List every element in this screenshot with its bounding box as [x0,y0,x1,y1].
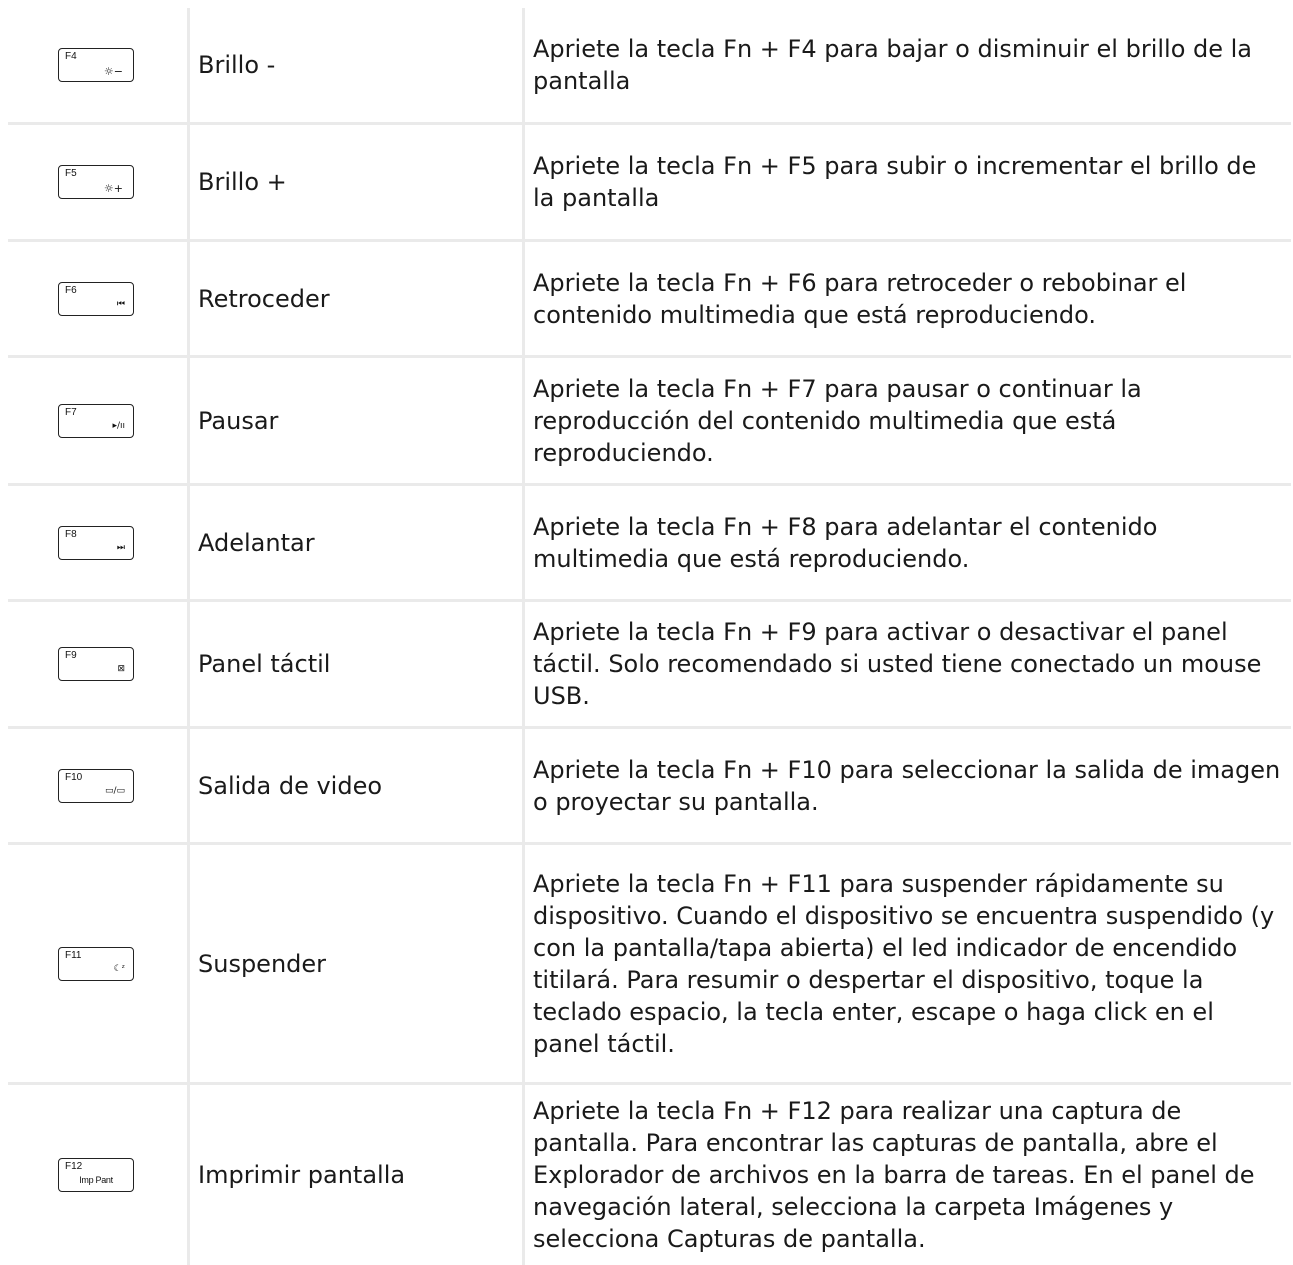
f10-key-icon [58,769,134,803]
function-description: Apriete la tecla Fn + F11 para suspender rápidamente su dispositivo. Cuando el dispositivo se encuentra suspendido (y con la pantalla/tapa abierta) el led indicador de encendido titilará. Para resumir o despertar el dispositivo, toque la teclado espacio, la tecla enter, escape o haga click en el panel táctil. [533,869,1275,1058]
table-row [8,1085,1291,1265]
table-row [8,845,1291,1085]
key-label: F8 [65,528,77,540]
key-label: F5 [65,168,77,179]
table-row [8,486,1291,602]
f8-key-icon [58,526,134,560]
previous-track-icon: ⏮ [116,298,125,309]
function-description: Apriete la tecla Fn + F6 para retroceder o rebobinar el contenido multimedia que está reproduciendo. [533,268,1187,329]
function-name: Brillo - [198,51,276,79]
f5-key-icon [58,165,134,199]
key-label: F6 [65,284,77,296]
sleep-icon: ☾ᶻ [113,963,125,974]
key-cell [8,602,187,726]
key-cell [8,125,187,239]
table-row [8,602,1291,729]
function-name: Adelantar [198,528,315,557]
function-description: Apriete la tecla Fn + F5 para subir o incrementar el brillo de la pantalla [533,152,1257,212]
function-description: Apriete la tecla Fn + F7 para pausar o continuar la reproducción del contenido multimedia que está reproduciendo. [533,374,1142,467]
play-pause-icon: ▸/ıı [112,420,125,431]
key-cell [8,1085,187,1265]
function-keys-table [8,8,1291,1265]
table-row [8,358,1291,486]
f4-key-icon [58,48,134,82]
function-name: Salida de video [198,771,383,800]
key-cell [8,486,187,599]
f12-key-icon [58,1158,134,1192]
key-label: F4 [65,51,77,62]
key-label: F7 [65,406,77,418]
key-label: F12 [65,1161,83,1172]
f9-key-icon [58,647,134,681]
f7-key-icon [58,404,134,438]
print-screen-label: Imp Pant [79,1175,113,1185]
function-name: Panel táctil [198,650,331,678]
function-description: Apriete la tecla Fn + F8 para adelantar el contenido multimedia que está reproduciendo. [533,512,1158,573]
function-description: Apriete la tecla Fn + F4 para bajar o disminuir el brillo de la pantalla [533,35,1253,95]
next-track-icon: ⏭ [116,542,125,553]
function-description: Apriete la tecla Fn + F9 para activar o desactivar el panel táctil. Solo recomendado si usted tiene conectado un mouse USB. [533,618,1262,710]
brightness-up-icon: ☼+ [103,182,123,195]
display-output-icon: ▭/▭ [104,785,125,796]
key-cell [8,729,187,842]
f11-key-icon [58,947,134,981]
table-row [8,242,1291,358]
table-row [8,8,1291,125]
function-name: Pausar [198,406,279,435]
function-name: Brillo + [198,168,287,196]
key-cell [8,242,187,355]
touchpad-icon: ⊠ [117,664,125,674]
key-cell [8,845,187,1082]
function-name: Suspender [198,949,327,978]
f6-key-icon [58,282,134,316]
key-cell [8,358,187,483]
key-label: F11 [65,949,82,961]
key-label: F10 [65,771,83,783]
function-description: Apriete la tecla Fn + F10 para seleccionar la salida de imagen o proyectar su pantalla. [533,755,1281,816]
key-label: F9 [65,650,77,661]
key-cell [8,8,187,122]
function-description: Apriete la tecla Fn + F12 para realizar una captura de pantalla. Para encontrar las capturas de pantalla, abre el Explorador de archivos en la barra de tareas. En el panel de navegación lateral, selecciona la carpeta Imágenes y selecciona Capturas de pantalla. [533,1097,1255,1253]
table-row [8,729,1291,845]
function-name: Imprimir pantalla [198,1161,406,1189]
table-row [8,125,1291,242]
brightness-down-icon: ☼− [103,65,123,78]
function-name: Retroceder [198,284,330,313]
